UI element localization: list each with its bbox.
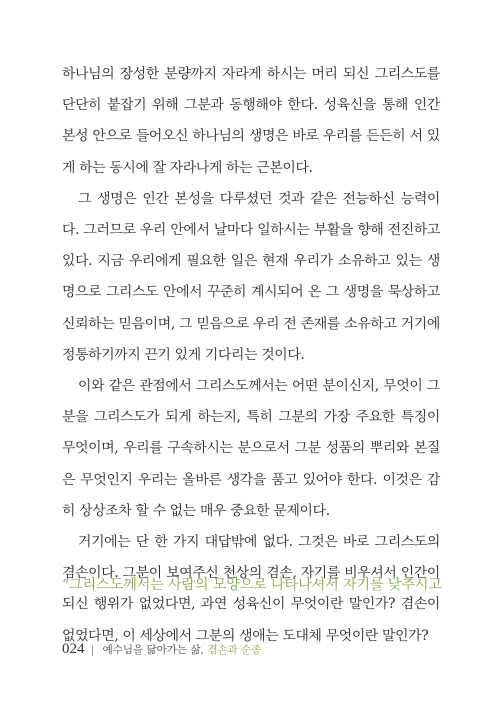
book-subtitle: 겸손과 순종 [207, 644, 262, 656]
pull-quote: “그리스도께서는 사람의 모양으로 나타나셔서 자기를 낮추시고 [62, 577, 442, 593]
page-footer [62, 641, 261, 658]
page-number: 024 [62, 641, 85, 657]
paragraph: 그 생명은 인간 본성을 다루셨던 것과 같은 전능하신 능력이다. 그러므로 우리 안에서 날마다 일하시는 부활을 향해 전진하고 있다. 지금 우리에게 필요한 일은 현재 우리가 소유하고 있는 생명으로 그리스도 안에서 꾸준히 계시되어 온 그 생명을 묵상하고 신뢰하는 믿음이며, 그 믿음으로 우리 전 존재를 소유하고 거기에 정통하기까지 끈기 있게 기다리는 것이다. [62, 190, 440, 363]
book-title: 예수님을 닮아가는 삶, [102, 644, 204, 656]
paragraph: 거기에는 단 한 가지 대답밖에 없다. 그것은 바로 그리스도의 겸손이다. 그분이 보여주신 천상의 겸손, 자기를 비우셔서 인간이 되신 행위가 없었다면, 과연 성육신이 무엇이란 말인가? 겸손이 없었다면, 이 세상에서 그분의 생애는 도대체 무엇이란 말인가? [62, 534, 440, 644]
paragraph: 이와 같은 관점에서 그리스도께서는 어떤 분이신지, 무엇이 그분을 그리스도가 되게 하는지, 특히 그분의 가장 주요한 특징이 무엇이며, 우리를 구속하시는 분으로서 그분 성품의 뿌리와 본질은 무엇인지 우리는 올바른 생각을 품고 있어야 한다. 이것은 감히 상상조차 할 수 없는 매우 중요한 문제이다. [62, 378, 440, 519]
body-text [62, 59, 440, 652]
footer-separator: | [90, 645, 95, 656]
paragraph: 하나님의 장성한 분량까지 자라게 하시는 머리 되신 그리스도를 단단히 붙잡기 위해 그분과 동행해야 한다. 성육신을 통해 인간 본성 안으로 들어오신 하나님의 생명은 바로 우리를 든든히 서 있게 하는 동시에 잘 자라나게 하는 근본이다. [62, 66, 440, 176]
